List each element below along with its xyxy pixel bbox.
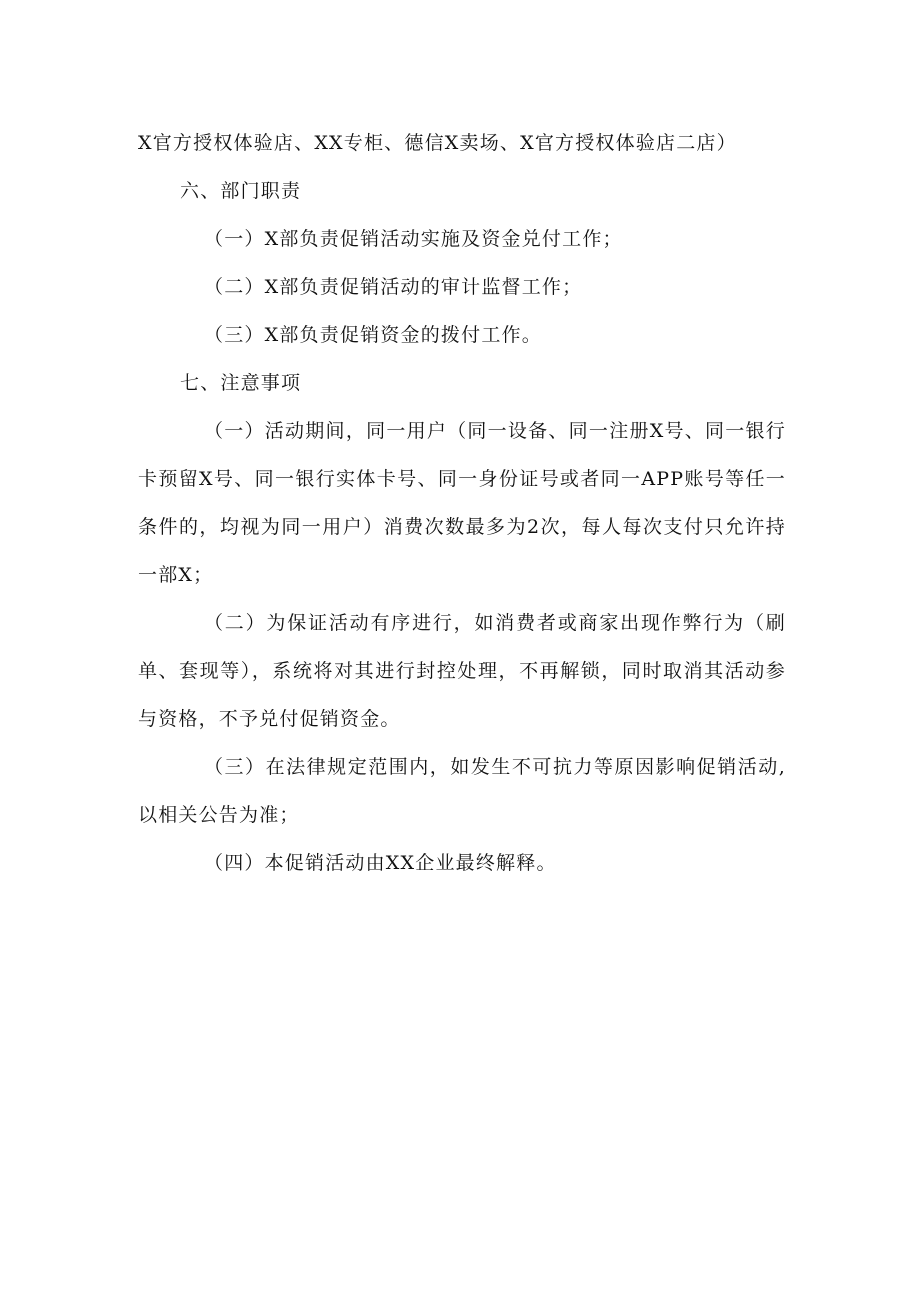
note-item-1: （一）活动期间，同一用户（同一设备、同一注册X号、同一银行卡预留X号、同一银行实体卡号、同一身份证号或者同一APP账号等任一条件的，均视为同一用户）消费次数最多为2次，每人每次支付只允许持一部X； xyxy=(138,420,786,586)
note-item-2: （二）为保证活动有序进行，如消费者或商家出现作弊行为（刷单、套现等），系统将对其进行封控处理，不再解锁，同时取消其活动参与资格，不予兑付促销资金。 xyxy=(138,612,786,730)
continuation-line: X官方授权体验店、XX专柜、德信X卖场、X官方授权体验店二店） xyxy=(138,132,737,154)
section-heading-notes: 七、注意事项 xyxy=(180,372,302,394)
duty-item-3: （三）X部负责促销资金的拨付工作。 xyxy=(204,324,542,346)
duty-item-2: （二）X部负责促销活动的审计监督工作； xyxy=(204,276,583,298)
duty-item-1: （一）X部负责促销活动实施及资金兑付工作； xyxy=(204,228,623,250)
note-item-3: （三）在法律规定范围内，如发生不可抗力等原因影响促销活动,以相关公告为准； xyxy=(138,756,786,826)
note-item-4: （四）本促销活动由XX企业最终解释。 xyxy=(204,852,557,874)
section-heading-duties: 六、部门职责 xyxy=(180,180,302,202)
